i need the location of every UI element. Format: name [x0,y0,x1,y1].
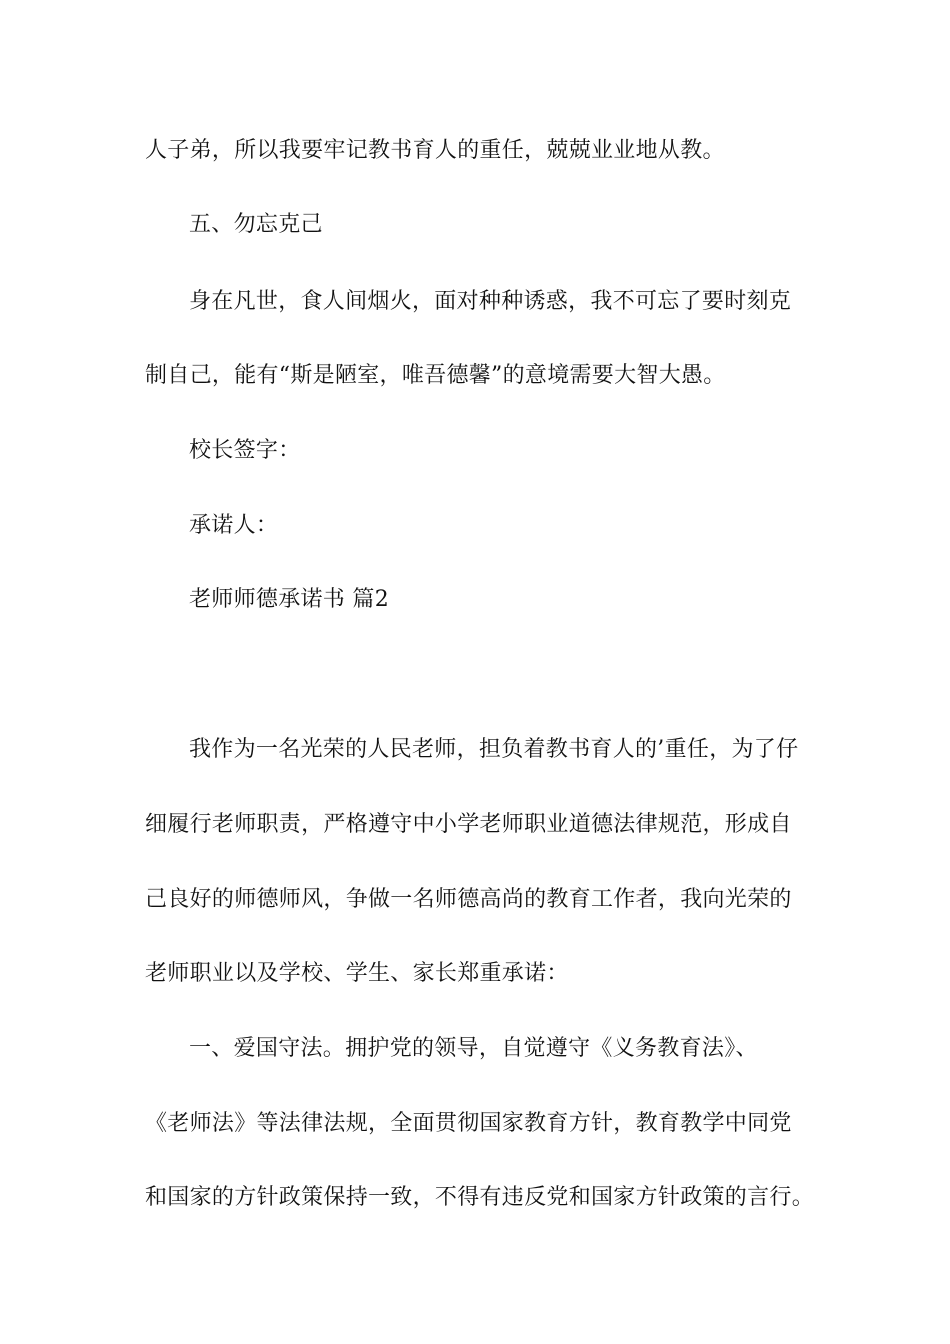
paragraph-line: 身在凡世，食人间烟火，面对种种诱惑，我不可忘了要时刻克 [189,289,792,314]
document-title: 老师师德承诺书 篇2 [189,587,389,612]
paragraph-line: 细履行老师职责，严格遵守中小学老师职业道德法律规范，形成自 [145,812,792,837]
paragraph-line: 人子弟，所以我要牢记教书育人的重任，兢兢业业地从教。 [145,138,725,163]
paragraph-line: 己良好的师德师风，争做一名师德高尚的教育工作者，我向光荣的 [145,887,792,912]
paragraph-line: 一、爱国守法。拥护党的领导，自觉遵守《义务教育法》、 [189,1036,758,1061]
paragraph-line: 我作为一名光荣的人民老师，担负着教书育人的’重任，为了仔 [189,737,799,762]
section-heading: 五、勿忘克己 [189,212,323,237]
promisor-label: 承诺人： [189,513,279,538]
principal-signature-label: 校长签字： [189,438,301,463]
paragraph-line: 制自己，能有“斯是陋室，唯吾德馨”的意境需要大智大愚。 [145,363,726,388]
paragraph-line: 老师职业以及学校、学生、家长郑重承诺： [145,961,569,986]
paragraph-line: 和国家的方针政策保持一致，不得有违反党和国家方针政策的言行。 [145,1185,815,1210]
paragraph-line: 《老师法》等法律法规，全面贯彻国家教育方针，教育教学中同党 [145,1111,792,1136]
